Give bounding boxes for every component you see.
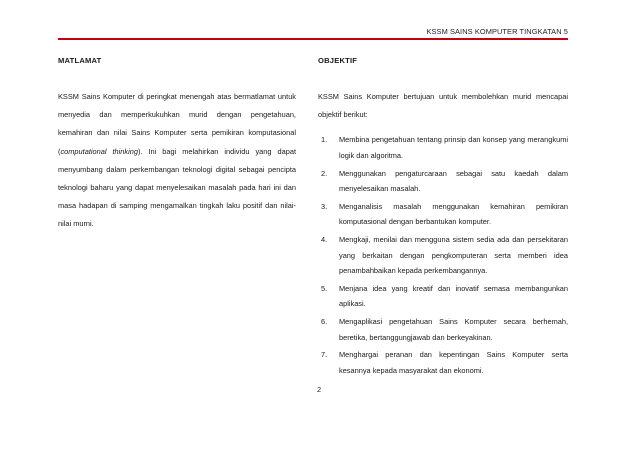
- objective-text: Menghargai peranan dan kepentingan Sains Komputer serta kesannya kepada masyarakat dan ekonomi.: [339, 350, 568, 375]
- aim-column: [58, 56, 296, 234]
- objective-item: [318, 132, 568, 163]
- objective-text: Mengkaji, menilai dan mengguna sistem sedia ada dan persekitaran yang berkaitan dengan pengkomputeran serta memberi idea penambahbaikan kepada perkembangannya.: [339, 234, 568, 276]
- objectives-list: [318, 132, 568, 378]
- objective-text: Membina pengetahuan tentang prinsip dan konsep yang merangkumi logik dan algoritma.: [339, 135, 568, 160]
- aim-italic-term: computational thinking: [60, 146, 138, 156]
- objective-item: [318, 199, 568, 230]
- objective-text: Mengaplikasi pengetahuan Sains Komputer secara berhemah, beretika, bertanggungjawab dan berkeyakinan.: [339, 316, 568, 342]
- aim-paragraph: [58, 88, 296, 234]
- objective-number: 6.: [321, 316, 328, 326]
- objective-number: 7.: [321, 350, 328, 360]
- objective-item: [318, 314, 568, 345]
- aim-text-end: ). Ini bagi melahirkan individu yang dapat menyumbang dalam perkembangan teknologi digital sebagai pencipta teknologi baharu yang dapat menyelesaikan masalah pada hari ini dan masa hadapan di samping mengamalkan tingkah laku positif dan nilai-nilai murni.: [58, 146, 296, 229]
- objective-number: 3.: [321, 201, 328, 211]
- objective-number: 2.: [321, 168, 328, 178]
- objective-text: Menggunakan pengaturcaraan sebagai satu kaedah dalam menyelesaikan masalah.: [339, 168, 568, 194]
- objective-number: 4.: [321, 234, 328, 244]
- page-number: 2: [316, 385, 322, 394]
- aim-text-start: KSSM Sains Komputer di peringkat menengah atas bermatlamat untuk menyedia dan memperkukuhkan murid dengan pengetahuan, kemahiran dan nilai Sains Komputer serta pemikiran komputasional (: [58, 92, 296, 156]
- objective-item: [318, 347, 568, 378]
- objective-number: 1.: [321, 135, 328, 145]
- objectives-heading: OBJEKTIF: [318, 56, 358, 65]
- aim-heading: MATLAMAT: [58, 56, 102, 65]
- objective-item: [318, 281, 568, 312]
- objective-item: [318, 166, 568, 197]
- objective-item: [318, 232, 568, 279]
- header-rule: [58, 38, 568, 40]
- objectives-intro: KSSM Sains Komputer bertujuan untuk membolehkan murid mencapai objektif berikut:: [318, 92, 568, 120]
- objective-text: Menjana idea yang kreatif dan inovatif semasa membangunkan aplikasi.: [339, 283, 568, 309]
- objectives-column: [318, 56, 568, 380]
- objective-text: Menganalisis masalah menggunakan kemahiran pemikiran komputasional dengan berbantukan komputer.: [339, 201, 568, 227]
- objective-number: 5.: [321, 283, 328, 293]
- running-header: KSSM SAINS KOMPUTER TINGKATAN 5: [426, 27, 568, 36]
